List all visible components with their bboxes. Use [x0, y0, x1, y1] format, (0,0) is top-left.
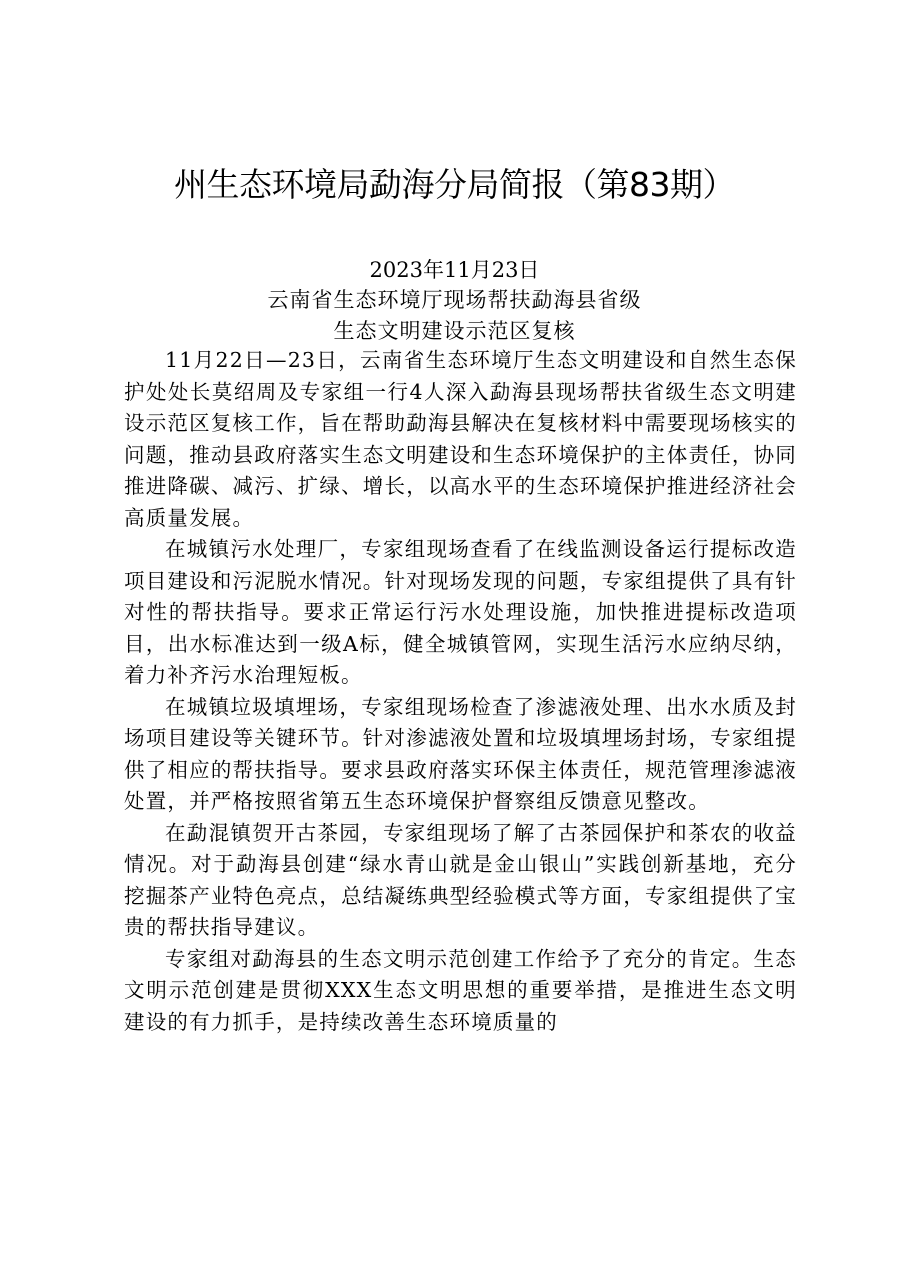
document-date: 2023年11月23日	[369, 258, 540, 282]
document-body	[124, 345, 797, 1038]
headline-line-1: 云南省生态环境厅现场帮扶勐海县省级	[267, 288, 642, 312]
paragraph-2: 在城镇污水处理厂，专家组现场查看了在线监测设备运行提标改造项目建设和污泥脱水情况。针对现场发现的问题，专家组提供了具有针对性的帮扶指导。要求正常运行污水处理设施，加快推进提标改造项目，出水标准达到一级A标，健全城镇管网，实现生活污水应纳尽纳，着力补齐污水治理短板。	[124, 537, 797, 687]
paragraph-4: 在勐混镇贺开古茶园，专家组现场了解了古茶园保护和茶农的收益情况。对于勐海县创建“绿水青山就是金山银山”实践创新基地，充分挖掘茶产业特色亮点，总结凝练典型经验模式等方面，专家组提供了宝贵的帮扶指导建议。	[124, 820, 797, 939]
document-title: 州生态环境局勐海分局简报（第83期）	[174, 165, 735, 204]
paragraph-5: 专家组对勐海县的生态文明示范创建工作给予了充分的肯定。生态文明示范创建是贯彻XXX生态文明思想的重要举措，是推进生态文明建设的有力抓手，是持续改善生态环境质量的	[124, 946, 797, 1034]
headline-line-2: 生态文明建设示范区复核	[333, 319, 576, 343]
paragraph-1: 11月22日—23日，云南省生态环境厅生态文明建设和自然生态保护处处长莫绍周及专家组一行4人深入勐海县现场帮扶省级生态文明建设示范区复核工作，旨在帮助勐海县解决在复核材料中需要现场核实的问题，推动县政府落实生态文明建设和生态环境保护的主体责任，协同推进降碳、减污、扩绿、增长，以高水平的生态环境保护推进经济社会高质量发展。	[124, 348, 797, 530]
paragraph-3: 在城镇垃圾填埋场，专家组现场检查了渗滤液处理、出水水质及封场项目建设等关键环节。针对渗滤液处置和垃圾填埋场封场，专家组提供了相应的帮扶指导。要求县政府落实环保主体责任，规范管理渗滤液处置，并严格按照省第五生态环境保护督察组反馈意见整改。	[124, 694, 797, 813]
